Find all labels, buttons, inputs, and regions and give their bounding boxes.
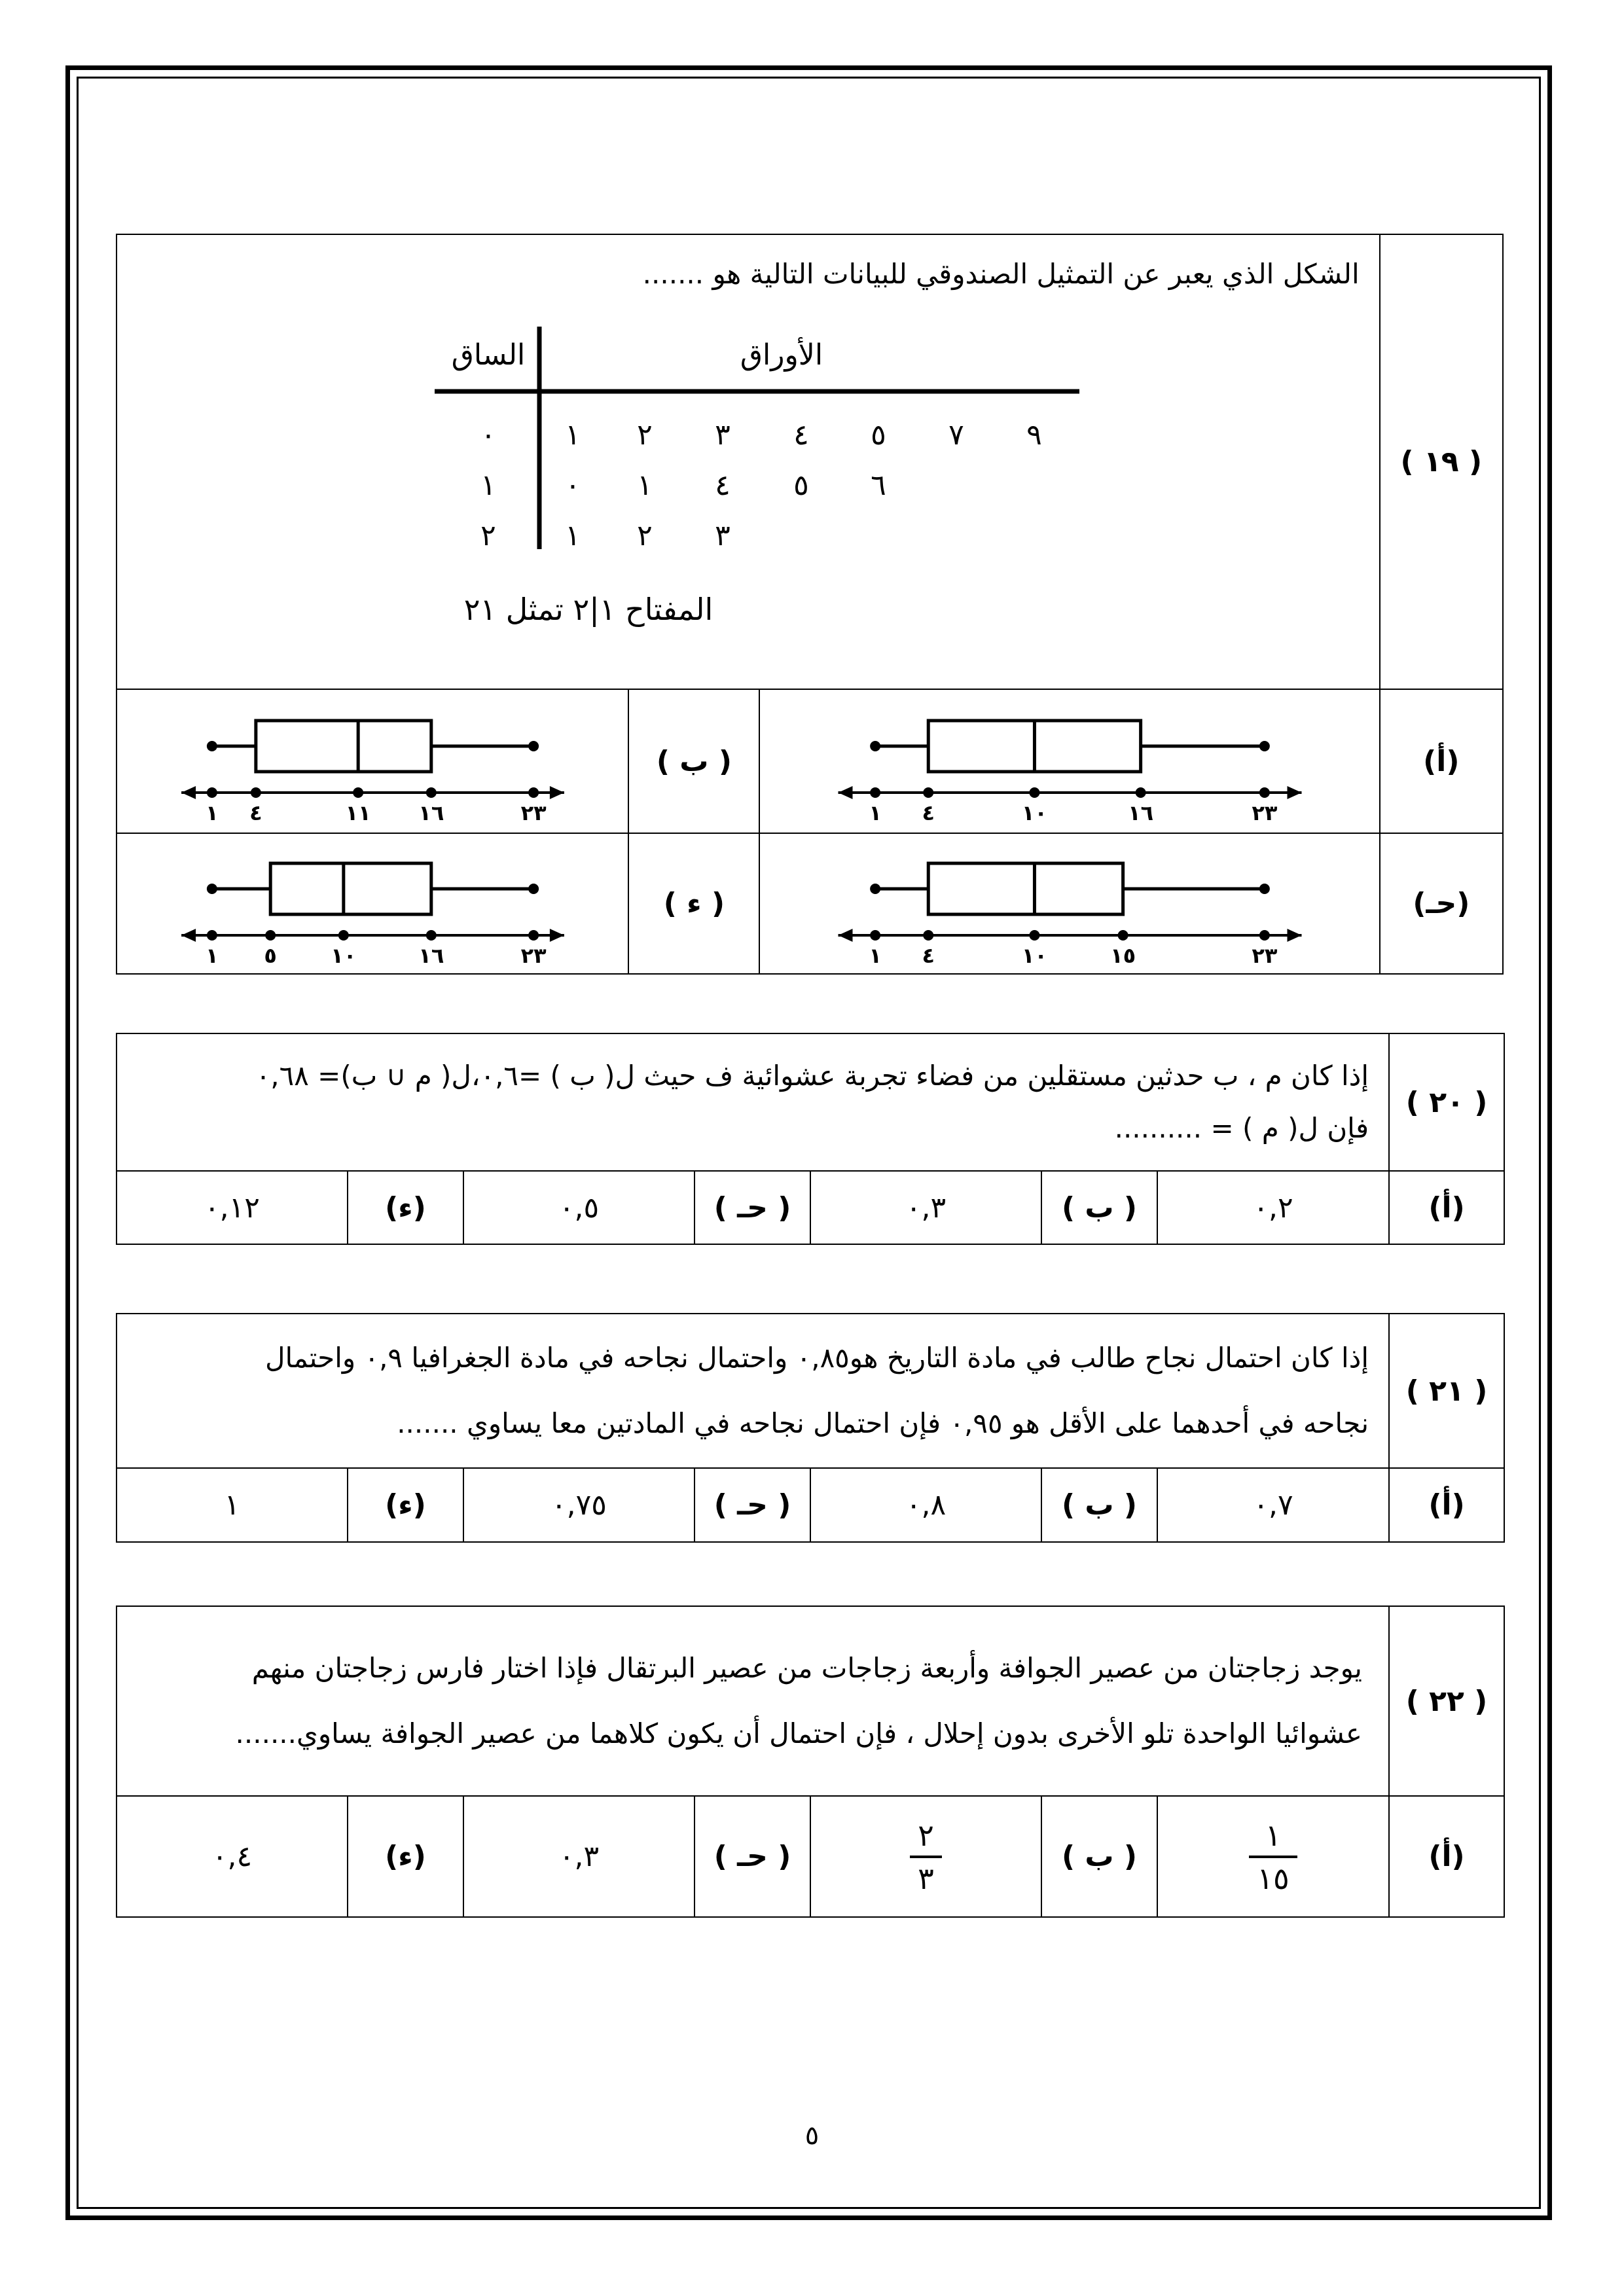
axis-tick-point xyxy=(528,787,539,798)
leaf-value: ٢ xyxy=(637,418,653,452)
question-22 xyxy=(116,1605,1505,1918)
axis-tick-label: ١٦ xyxy=(418,800,444,825)
maximum-point xyxy=(528,884,539,894)
axis-tick-point xyxy=(338,930,348,941)
leaf-value: ١ xyxy=(565,418,581,452)
fraction-denominator: ١٥ xyxy=(1249,1856,1297,1893)
option-b-label[interactable]: ( ب ) xyxy=(628,689,759,833)
q20-stem xyxy=(117,1033,1389,1171)
q22-number: ( ٢٢ ) xyxy=(1389,1606,1504,1796)
minimum-point xyxy=(207,884,217,894)
axis-tick-point xyxy=(528,930,539,941)
maximum-point xyxy=(528,741,539,751)
leaf-value: ٦ xyxy=(871,469,886,502)
q22-option-c-label[interactable]: ( حـ ) xyxy=(695,1796,810,1917)
leaf-value: ٧ xyxy=(948,418,964,452)
q20-line-2: فإن ل( م ) = .......... xyxy=(1114,1112,1369,1144)
q22-option-d-value[interactable]: ٠,٤ xyxy=(117,1796,348,1917)
axis-tick-point xyxy=(265,930,276,941)
interquartile-box xyxy=(270,863,431,914)
stem-value: ١ xyxy=(480,469,496,502)
arrow-left-icon xyxy=(838,786,852,799)
interquartile-box xyxy=(256,721,431,772)
axis-tick-point xyxy=(425,930,436,941)
q20-option-b-value[interactable]: ٠,٣ xyxy=(810,1171,1041,1244)
option-a-label[interactable]: (أ) xyxy=(1380,689,1503,833)
option-a-boxplot-cell[interactable] xyxy=(759,689,1379,833)
q19-stem: الشكل الذي يعبر عن التمثيل الصندوقي للبيانات التالية هو ....... xyxy=(642,258,1360,290)
arrow-left-icon xyxy=(181,786,196,799)
axis-tick-label: ١٥ xyxy=(1110,942,1136,968)
axis-tick-label: ٢٣ xyxy=(1251,800,1277,825)
leaf-value: ٥ xyxy=(793,469,809,502)
arrow-right-icon xyxy=(1287,929,1301,942)
q22-option-d-label[interactable]: (ء) xyxy=(348,1796,463,1917)
axis-tick-point xyxy=(923,787,933,798)
axis-tick-point xyxy=(1259,930,1269,941)
axis-tick-label: ٢٣ xyxy=(520,800,547,825)
maximum-point xyxy=(1259,741,1269,751)
q21-line-2: نجاحه في أحدهما على الأقل هو ٠,٩٥ فإن احتمال نجاحه في المادتين معا يساوي ....... xyxy=(397,1407,1369,1439)
axis-tick-label: ١١ xyxy=(345,800,371,825)
leaf-value: ٠ xyxy=(565,469,581,502)
axis-tick-label: ٤ xyxy=(922,942,935,968)
fraction xyxy=(910,1817,942,1896)
axis-tick-point xyxy=(251,787,261,798)
q21-number: ( ٢١ ) xyxy=(1389,1314,1504,1468)
q21-option-d-value[interactable]: ١ xyxy=(117,1468,348,1542)
q21-option-b-value[interactable]: ٠,٨ xyxy=(810,1468,1041,1542)
fraction-denominator: ٣ xyxy=(910,1856,942,1893)
q20-option-d-label[interactable]: (ء) xyxy=(348,1171,463,1244)
q22-option-b-fraction[interactable] xyxy=(810,1796,1041,1917)
option-c-label[interactable]: (حـ) xyxy=(1380,833,1503,974)
axis-tick-label: ١٦ xyxy=(418,942,444,968)
axis-tick-label: ١٠ xyxy=(1021,800,1047,825)
q21-option-a-value[interactable]: ٠,٧ xyxy=(1157,1468,1389,1542)
axis-tick-point xyxy=(1117,930,1128,941)
stem-value: ٢ xyxy=(480,519,496,552)
arrow-right-icon xyxy=(550,786,564,799)
q20-option-a-label[interactable]: (أ) xyxy=(1389,1171,1504,1244)
q21-line-1: إذا كان احتمال نجاح طالب في مادة التاريخ هو٠,٨٥ واحتمال نجاحه في مادة الجغرافيا ٠,٩ واحتمال xyxy=(264,1342,1369,1374)
q20-option-b-label[interactable]: ( ب ) xyxy=(1041,1171,1157,1244)
axis-tick-point xyxy=(870,930,880,941)
q20-option-c-label[interactable]: ( حـ ) xyxy=(695,1171,810,1244)
option-b-boxplot xyxy=(134,696,612,827)
arrow-left-icon xyxy=(181,929,196,942)
option-c-boxplot-cell[interactable] xyxy=(759,833,1379,974)
q20-line-1: إذا كان م ، ب حدثين مستقلين من فضاء تجربة عشوائية ف حيث ل( ب ) =٠,٦،ل( م ∪ ب)= ٠,٦٨ xyxy=(255,1060,1369,1092)
q21-option-c-value[interactable]: ٠,٧٥ xyxy=(463,1468,695,1542)
axis-tick-label: ١ xyxy=(205,800,219,825)
q20-option-a-value[interactable]: ٠,٢ xyxy=(1157,1171,1389,1244)
axis-tick-point xyxy=(425,787,436,798)
stemleaf-key: المفتاح ١|٢ تمثل ٢١ xyxy=(463,592,713,627)
leaf-value: ١ xyxy=(565,519,581,552)
minimum-point xyxy=(870,741,880,751)
leaf-value: ٣ xyxy=(715,418,731,452)
stem-header: الساق xyxy=(451,338,526,372)
axis-tick-label: ١ xyxy=(868,800,882,825)
leaf-value: ٣ xyxy=(715,519,731,552)
question-19 xyxy=(116,234,1504,975)
leaf-value: ٥ xyxy=(871,418,886,452)
q22-option-a-fraction[interactable] xyxy=(1157,1796,1389,1917)
axis-tick-point xyxy=(1135,787,1146,798)
q20-option-c-value[interactable]: ٠,٥ xyxy=(463,1171,695,1244)
arrow-right-icon xyxy=(550,929,564,942)
question-21 xyxy=(116,1313,1505,1543)
axis-tick-point xyxy=(1259,787,1269,798)
q22-stem xyxy=(117,1606,1389,1796)
q21-option-a-label[interactable]: (أ) xyxy=(1389,1468,1504,1542)
q19-stem-cell xyxy=(117,234,1380,689)
axis-tick-label: ١٠ xyxy=(1021,942,1047,968)
q22-option-c-value[interactable]: ٠,٣ xyxy=(463,1796,695,1917)
axis-tick-point xyxy=(923,930,933,941)
axis-tick-point xyxy=(1029,787,1039,798)
axis-tick-label: ٢٣ xyxy=(520,942,547,968)
fraction xyxy=(1249,1817,1297,1896)
fraction-numerator: ٢ xyxy=(918,1817,934,1853)
axis-tick-label: ١٦ xyxy=(1127,800,1153,825)
arrow-left-icon xyxy=(838,929,852,942)
axis-tick-point xyxy=(870,787,880,798)
axis-tick-label: ٥ xyxy=(264,942,277,968)
q21-option-c-label[interactable]: ( حـ ) xyxy=(695,1468,810,1542)
page-number: ٥ xyxy=(804,2121,820,2151)
arrow-right-icon xyxy=(1287,786,1301,799)
fraction-numerator: ١ xyxy=(1265,1817,1282,1853)
leaf-value: ٩ xyxy=(1026,418,1042,452)
interquartile-box xyxy=(928,863,1123,914)
q21-option-d-label[interactable]: (ء) xyxy=(348,1468,463,1542)
axis-tick-label: ٤ xyxy=(922,800,935,825)
option-b-boxplot-cell[interactable] xyxy=(117,689,628,833)
leaf-value: ٤ xyxy=(715,469,731,502)
q21-stem xyxy=(117,1314,1389,1468)
q22-option-b-label[interactable]: ( ب ) xyxy=(1041,1796,1157,1917)
question-20 xyxy=(116,1033,1505,1245)
axis-tick-label: ١ xyxy=(868,942,882,968)
q20-number: ( ٢٠ ) xyxy=(1389,1033,1504,1171)
option-c-boxplot xyxy=(780,838,1360,969)
leaf-value: ١ xyxy=(637,469,653,502)
axis-tick-label: ١ xyxy=(205,942,219,968)
axis-tick-point xyxy=(207,787,217,798)
leaf-value: ٤ xyxy=(793,418,809,452)
option-a-boxplot xyxy=(780,696,1360,827)
q20-option-d-value[interactable]: ٠,١٢ xyxy=(117,1171,348,1244)
stem-value: ٠ xyxy=(480,418,496,452)
leaf-value: ٢ xyxy=(637,519,653,552)
axis-tick-point xyxy=(1029,930,1039,941)
q21-option-b-label[interactable]: ( ب ) xyxy=(1041,1468,1157,1542)
q22-option-a-label[interactable]: (أ) xyxy=(1389,1796,1504,1917)
q22-line-2: عشوائيا الواحدة تلو الأخرى بدون إحلال ، فإن احتمال أن يكون كلاهما من عصير الجوافة يساوي....... xyxy=(235,1717,1362,1749)
maximum-point xyxy=(1259,884,1269,894)
axis-tick-label: ١٠ xyxy=(330,942,357,968)
stem-and-leaf-plot xyxy=(117,307,1295,673)
axis-tick-point xyxy=(207,930,217,941)
minimum-point xyxy=(870,884,880,894)
leaves-header: الأوراق xyxy=(740,338,823,372)
axis-tick-label: ٤ xyxy=(249,800,262,825)
q19-number: ( ١٩ ) xyxy=(1380,234,1503,689)
option-d-boxplot xyxy=(134,838,612,969)
option-d-label[interactable]: ( ء ) xyxy=(628,833,759,974)
axis-tick-point xyxy=(353,787,363,798)
minimum-point xyxy=(207,741,217,751)
q22-line-1: يوجد زجاجتان من عصير الجوافة وأربعة زجاجات من عصير البرتقال فإذا اختار فارس زجاجتان منهم xyxy=(251,1652,1362,1684)
axis-tick-label: ٢٣ xyxy=(1251,942,1277,968)
option-d-boxplot-cell[interactable] xyxy=(117,833,628,974)
